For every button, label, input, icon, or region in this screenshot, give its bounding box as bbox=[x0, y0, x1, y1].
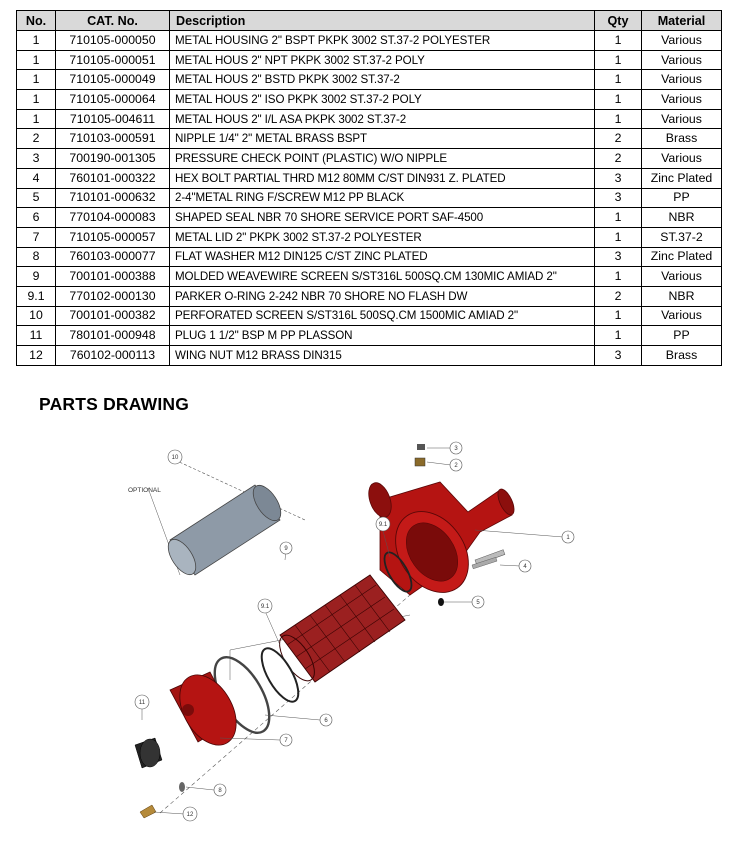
row-description: METAL LID 2" PKPK 3002 ST.37-2 POLYESTER bbox=[170, 227, 595, 247]
row-material: Zinc Plated bbox=[642, 168, 722, 188]
row-material: Various bbox=[642, 267, 722, 287]
parts-table bbox=[16, 10, 722, 366]
table-row bbox=[17, 90, 722, 110]
table-row bbox=[17, 346, 722, 366]
row-description: METAL HOUS 2" NPT PKPK 3002 ST.37-2 POLY bbox=[170, 50, 595, 70]
housing-part-1 bbox=[364, 480, 517, 607]
svg-text:8: 8 bbox=[218, 788, 222, 794]
row-no: 8 bbox=[17, 247, 56, 267]
table-row bbox=[17, 267, 722, 287]
table-row bbox=[17, 247, 722, 267]
row-material: PP bbox=[642, 188, 722, 208]
row-qty: 1 bbox=[595, 109, 642, 129]
row-description: PLUG 1 1/2" BSP M PP PLASSON bbox=[170, 326, 595, 346]
callout-8 bbox=[214, 784, 226, 796]
row-cat-no: 710105-004611 bbox=[56, 109, 170, 129]
row-no: 1 bbox=[17, 50, 56, 70]
callout-4 bbox=[519, 560, 531, 572]
table-row bbox=[17, 50, 722, 70]
row-description: MOLDED WEAVEWIRE SCREEN S/ST316L 500SQ.CM 130MIC AMIAD 2" bbox=[170, 267, 595, 287]
row-qty: 1 bbox=[595, 90, 642, 110]
row-no: 7 bbox=[17, 227, 56, 247]
row-description: METAL HOUS 2" BSTD PKPK 3002 ST.37-2 bbox=[170, 70, 595, 90]
row-no: 6 bbox=[17, 208, 56, 228]
row-description: METAL HOUS 2" ISO PKPK 3002 ST.37-2 POLY bbox=[170, 90, 595, 110]
row-qty: 1 bbox=[595, 70, 642, 90]
svg-text:10: 10 bbox=[171, 455, 179, 461]
row-cat-no: 710105-000050 bbox=[56, 31, 170, 51]
row-no: 12 bbox=[17, 346, 56, 366]
row-description: FLAT WASHER M12 DIN125 C/ST ZINC PLATED bbox=[170, 247, 595, 267]
table-row bbox=[17, 306, 722, 326]
row-cat-no: 760103-000077 bbox=[56, 247, 170, 267]
optional-label: OPTIONAL bbox=[128, 487, 161, 494]
table-header-row bbox=[17, 11, 722, 31]
ring-part-5 bbox=[438, 598, 444, 606]
svg-text:6: 6 bbox=[324, 718, 328, 724]
table-row bbox=[17, 168, 722, 188]
row-qty: 1 bbox=[595, 227, 642, 247]
wing-nut-part-12 bbox=[140, 805, 156, 818]
callout-11 bbox=[135, 695, 149, 709]
header-material: Material bbox=[642, 11, 722, 31]
row-description: PERFORATED SCREEN S/ST316L 500SQ.CM 1500MIC AMIAD 2" bbox=[170, 306, 595, 326]
callout-2 bbox=[450, 459, 462, 471]
row-qty: 3 bbox=[595, 188, 642, 208]
row-no: 1 bbox=[17, 109, 56, 129]
header-no: No. bbox=[17, 11, 56, 31]
table-row bbox=[17, 286, 722, 306]
row-material: Various bbox=[642, 50, 722, 70]
table-row bbox=[17, 188, 722, 208]
svg-text:9: 9 bbox=[284, 546, 288, 552]
row-cat-no: 760101-000322 bbox=[56, 168, 170, 188]
row-no: 9.1 bbox=[17, 286, 56, 306]
header-qty: Qty bbox=[595, 11, 642, 31]
row-cat-no: 710105-000049 bbox=[56, 70, 170, 90]
row-description: 2-4"METAL RING F/SCREW M12 PP BLACK bbox=[170, 188, 595, 208]
section-heading: PARTS DRAWING bbox=[39, 394, 190, 414]
svg-text:12: 12 bbox=[186, 812, 194, 818]
row-material: NBR bbox=[642, 208, 722, 228]
row-no: 4 bbox=[17, 168, 56, 188]
row-description: PARKER O-RING 2-242 NBR 70 SHORE NO FLASH DW bbox=[170, 286, 595, 306]
row-material: NBR bbox=[642, 286, 722, 306]
row-description: SHAPED SEAL NBR 70 SHORE SERVICE PORT SAF-4500 bbox=[170, 208, 595, 228]
washer-part-8 bbox=[179, 782, 185, 792]
row-material: Various bbox=[642, 109, 722, 129]
row-cat-no: 780101-000948 bbox=[56, 326, 170, 346]
svg-text:2: 2 bbox=[454, 463, 458, 469]
row-qty: 1 bbox=[595, 208, 642, 228]
row-qty: 2 bbox=[595, 149, 642, 169]
row-material: Various bbox=[642, 31, 722, 51]
callout-5 bbox=[472, 596, 484, 608]
row-no: 1 bbox=[17, 90, 56, 110]
row-material: Various bbox=[642, 70, 722, 90]
callout-1 bbox=[562, 531, 574, 543]
svg-text:3: 3 bbox=[454, 446, 458, 452]
row-material: Brass bbox=[642, 346, 722, 366]
row-cat-no: 710105-000051 bbox=[56, 50, 170, 70]
row-no: 1 bbox=[17, 70, 56, 90]
svg-text:9.1: 9.1 bbox=[378, 522, 388, 528]
parts-table-body bbox=[17, 31, 722, 366]
row-qty: 1 bbox=[595, 306, 642, 326]
row-material: ST.37-2 bbox=[642, 227, 722, 247]
row-qty: 1 bbox=[595, 326, 642, 346]
row-description: WING NUT M12 BRASS DIN315 bbox=[170, 346, 595, 366]
row-qty: 2 bbox=[595, 129, 642, 149]
fittings-parts-2-3 bbox=[415, 444, 425, 466]
row-no: 1 bbox=[17, 31, 56, 51]
svg-text:1: 1 bbox=[566, 535, 570, 541]
table-row bbox=[17, 109, 722, 129]
table-row bbox=[17, 31, 722, 51]
row-no: 9 bbox=[17, 267, 56, 287]
row-qty: 3 bbox=[595, 247, 642, 267]
row-qty: 1 bbox=[595, 267, 642, 287]
table-row bbox=[17, 70, 722, 90]
row-material: Various bbox=[642, 149, 722, 169]
header-cat-no: CAT. No. bbox=[56, 11, 170, 31]
table-row bbox=[17, 326, 722, 346]
row-cat-no: 700101-000388 bbox=[56, 267, 170, 287]
svg-text:11: 11 bbox=[138, 700, 146, 706]
row-cat-no: 710105-000064 bbox=[56, 90, 170, 110]
row-material: Various bbox=[642, 90, 722, 110]
row-qty: 3 bbox=[595, 346, 642, 366]
callout-7 bbox=[280, 734, 292, 746]
perforated-screen-part-10 bbox=[163, 481, 287, 579]
callout-9-1-top bbox=[376, 517, 390, 531]
row-no: 5 bbox=[17, 188, 56, 208]
row-cat-no: 760102-000113 bbox=[56, 346, 170, 366]
row-material: Brass bbox=[642, 129, 722, 149]
row-cat-no: 700101-000382 bbox=[56, 306, 170, 326]
table-row bbox=[17, 227, 722, 247]
row-no: 2 bbox=[17, 129, 56, 149]
row-no: 3 bbox=[17, 149, 56, 169]
row-cat-no: 710101-000632 bbox=[56, 188, 170, 208]
table-row bbox=[17, 208, 722, 228]
table-row bbox=[17, 149, 722, 169]
parts-drawing bbox=[80, 420, 600, 840]
weavewire-screen-part-9 bbox=[273, 575, 405, 686]
row-qty: 1 bbox=[595, 50, 642, 70]
row-material: PP bbox=[642, 326, 722, 346]
row-qty: 2 bbox=[595, 286, 642, 306]
svg-text:5: 5 bbox=[476, 600, 480, 606]
row-material: Various bbox=[642, 306, 722, 326]
plug-part-11 bbox=[135, 738, 162, 768]
table-row bbox=[17, 129, 722, 149]
lid-part-7 bbox=[168, 665, 248, 755]
row-no: 10 bbox=[17, 306, 56, 326]
callout-3 bbox=[450, 442, 462, 454]
header-description: Description bbox=[170, 11, 595, 31]
row-description: METAL HOUSING 2" BSPT PKPK 3002 ST.37-2 POLYESTER bbox=[170, 31, 595, 51]
callout-10 bbox=[168, 450, 182, 464]
row-description: METAL HOUS 2" I/L ASA PKPK 3002 ST.37-2 bbox=[170, 109, 595, 129]
row-cat-no: 700190-001305 bbox=[56, 149, 170, 169]
row-description: HEX BOLT PARTIAL THRD M12 80MM C/ST DIN931 Z. PLATED bbox=[170, 168, 595, 188]
row-description: PRESSURE CHECK POINT (PLASTIC) W/O NIPPLE bbox=[170, 149, 595, 169]
row-qty: 3 bbox=[595, 168, 642, 188]
callout-9 bbox=[280, 542, 292, 554]
row-material: Zinc Plated bbox=[642, 247, 722, 267]
svg-text:7: 7 bbox=[284, 738, 288, 744]
row-cat-no: 710105-000057 bbox=[56, 227, 170, 247]
svg-text:4: 4 bbox=[523, 564, 527, 570]
row-description: NIPPLE 1/4" 2" METAL BRASS BSPT bbox=[170, 129, 595, 149]
svg-text:9.1: 9.1 bbox=[260, 604, 270, 610]
callout-12 bbox=[183, 807, 197, 821]
row-cat-no: 710103-000591 bbox=[56, 129, 170, 149]
row-cat-no: 770104-000083 bbox=[56, 208, 170, 228]
row-no: 11 bbox=[17, 326, 56, 346]
callout-9-1-left bbox=[258, 599, 272, 613]
row-cat-no: 770102-000130 bbox=[56, 286, 170, 306]
callout-6 bbox=[320, 714, 332, 726]
row-qty: 1 bbox=[595, 31, 642, 51]
